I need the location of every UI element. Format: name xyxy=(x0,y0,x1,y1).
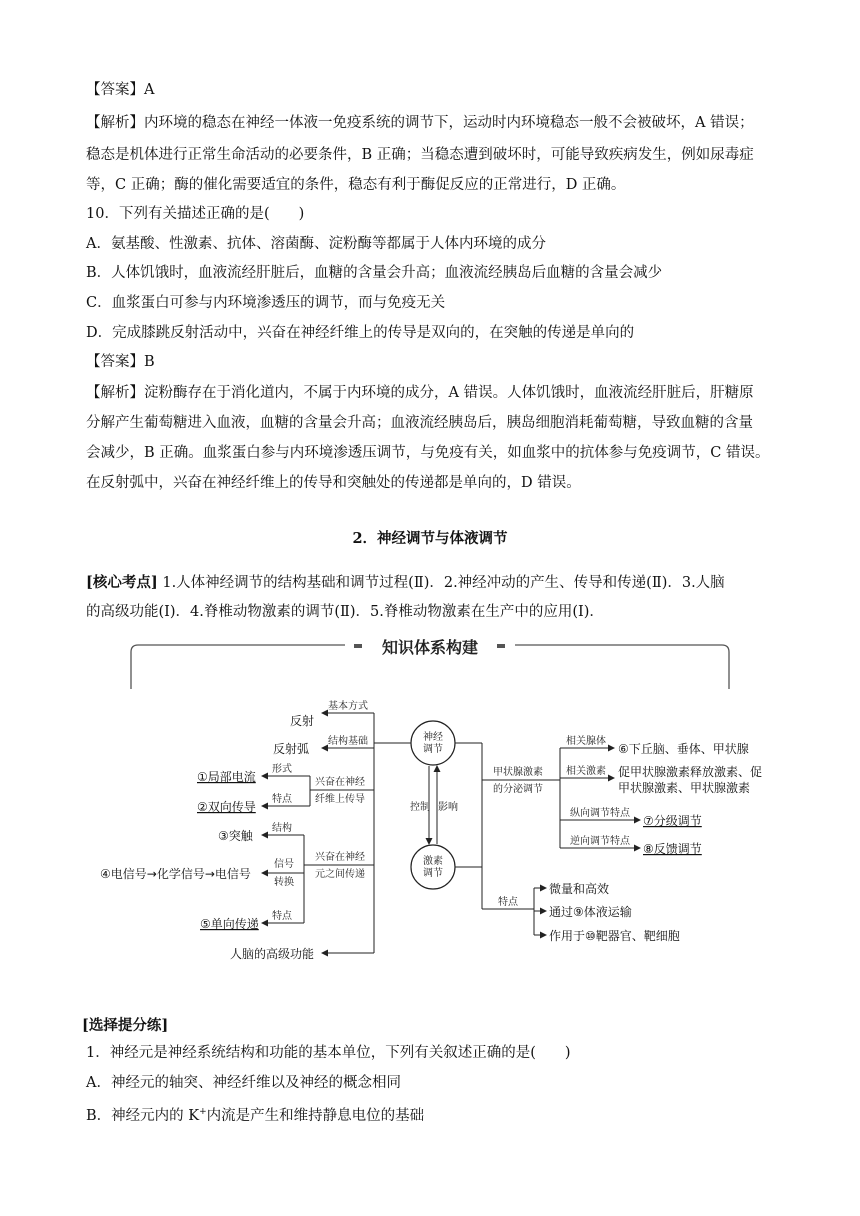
fiber-conduction-line1: 兴奋在神经 xyxy=(315,777,365,788)
core-points-line2: 的高级功能(Ⅰ)．4.脊椎动物激素的调节(Ⅱ)．5.脊椎动物激素在生产中的应用(Ⅰ)． xyxy=(86,604,604,620)
glands-value: ⑥下丘脑、垂体、甲状腺 xyxy=(618,742,749,756)
practice-question-1: 1．神经元是神经系统结构和功能的基本单位，下列有关叙述正确的是( ) xyxy=(86,1045,571,1061)
question-10: 10．下列有关描述正确的是( ) xyxy=(86,206,305,222)
nerve-node-line2: 调节 xyxy=(423,744,443,755)
practice-label: [选择提分练] xyxy=(82,1017,169,1034)
core-points xyxy=(86,573,725,593)
signal-conv-line2: 转换 xyxy=(274,877,294,888)
hormones-line2: 甲状腺激素、甲状腺激素 xyxy=(618,781,751,795)
one-way-label: ⑤单向传递 xyxy=(200,917,259,931)
control-text: 控制 xyxy=(410,802,430,813)
practice-option-a: A．神经元的轴突、神经纤维以及神经的概念相同 xyxy=(86,1075,401,1091)
structure-basis-label: 结构基础 xyxy=(328,736,368,747)
analysis-q9-line3: 等，C 正确；酶的催化需要适宜的条件，稳态有利于酶促反应的正常进行，D 正确。 xyxy=(86,177,626,193)
hormone-node-line2: 调节 xyxy=(423,868,443,879)
reverse-label: 逆向调节特点 xyxy=(570,836,630,847)
synapse-transfer-line1: 兴奋在神经 xyxy=(315,852,365,863)
synapse-label: ③突触 xyxy=(218,829,253,843)
synapse-transfer-line2: 元之间传递 xyxy=(315,869,365,880)
signals-label: ④电信号→化学信号→电信号 xyxy=(100,867,251,881)
bidirectional-label: ②双向传导 xyxy=(197,800,256,814)
section-title: 2．神经调节与体液调节 xyxy=(352,530,508,547)
practice-option-b xyxy=(86,1102,424,1126)
thyroid-line2: 的分泌调节 xyxy=(493,784,543,795)
hormone-node xyxy=(411,845,455,889)
feature-target: 作用于⑩靶器官、靶细胞 xyxy=(549,929,680,943)
thyroid-line1: 甲状腺激素 xyxy=(493,767,543,778)
signal-conv-line1: 信号 xyxy=(274,859,294,870)
analysis-q9-line2: 稳态是机体进行正常生命活动的必要条件，B 正确；当稳态遭到破坏时，可能导致疾病发生，例如尿毒症 xyxy=(86,147,754,163)
brain-function-label: 人脑的高级功能 xyxy=(230,947,315,961)
option-c: C．血浆蛋白可参与内环境渗透压的调节，而与免疫无关 xyxy=(86,295,446,311)
answer-q10: 【答案】B xyxy=(86,354,155,370)
option-d: D．完成膝跳反射活动中，兴奋在神经纤维上的传导是双向的，在突触的传递是单向的 xyxy=(86,325,635,341)
mindmap-banner: 知识体系构建 xyxy=(381,638,479,657)
nerve-node xyxy=(411,721,455,765)
option-a: A．氨基酸、性激素、抗体、溶菌酶、淀粉酶等都属于人体内环境的成分 xyxy=(86,236,546,252)
hormone-node-line1: 激素 xyxy=(423,856,443,867)
fiber-conduction-line2: 纤维上传导 xyxy=(315,794,365,805)
basic-way-label: 基本方式 xyxy=(328,701,368,712)
practice-option-b-post: 内流是产生和维持静息电位的基础 xyxy=(206,1107,425,1124)
analysis-q9-line1: 【解析】内环境的稳态在神经一体液一免疫系统的调节下，运动时内环境稳态一般不会被破坏，A 错误； xyxy=(86,115,754,131)
local-current-label: ①局部电流 xyxy=(197,770,256,784)
option-b: B．人体饥饿时，血液流经肝脏后，血糖的含量会升高；血液流经胰岛后血糖的含量会减少 xyxy=(86,265,663,281)
practice-option-b-pre: B．神经元内的 K xyxy=(86,1107,200,1124)
influence-label xyxy=(438,800,458,813)
glands-label: 相关腺体 xyxy=(566,736,606,747)
feature-transport: 通过⑨体液运输 xyxy=(549,905,632,919)
feature-trace: 微量和高效 xyxy=(549,882,610,896)
hormones-line1: 促甲状腺激素释放激素、促 xyxy=(618,765,763,779)
control-label xyxy=(410,800,430,813)
knowledge-mindmap xyxy=(0,630,860,970)
vertical-value: ⑦分级调节 xyxy=(643,814,702,828)
features-label: 特点 xyxy=(498,897,518,908)
analysis-q10-line1: 【解析】淀粉酶存在于消化道内，不属于内环境的成分，A 错误。人体饥饿时，血液流经肝脏后，肝糖原 xyxy=(86,385,754,401)
core-points-label: [核心考点] xyxy=(86,574,158,591)
core-points-text-1: 1.人体神经调节的结构基础和调节过程(Ⅱ)．2.神经冲动的产生、传导和传递(Ⅱ)．3.人脑 xyxy=(157,575,725,591)
structure-label: 结构 xyxy=(272,823,292,834)
reverse-value: ⑧反馈调节 xyxy=(643,842,702,856)
analysis-q10-line2: 分解产生葡萄糖进入血液，血糖的含量会升高；血液流经胰岛后，胰岛细胞消耗葡萄糖，导致血糖的含量 xyxy=(86,415,753,431)
hormones-label: 相关激素 xyxy=(566,766,606,777)
analysis-q10-line4: 在反射弧中，兴奋在神经纤维上的传导和突触处的传递都是单向的，D 错误。 xyxy=(86,475,581,491)
reflex-arc-label: 反射弧 xyxy=(273,742,310,756)
feature1-label: 特点 xyxy=(272,794,292,805)
vertical-label: 纵向调节特点 xyxy=(570,808,630,819)
influence-text: 影响 xyxy=(438,802,458,813)
form-label: 形式 xyxy=(272,764,292,775)
reflex-label: 反射 xyxy=(290,714,315,728)
answer-q9: 【答案】A xyxy=(86,82,155,98)
nerve-node-line1: 神经 xyxy=(423,732,443,743)
potassium-superscript: + xyxy=(199,1107,207,1117)
feature2-label: 特点 xyxy=(272,911,292,922)
analysis-q10-line3: 会减少，B 正确。血浆蛋白参与内环境渗透压调节，与免疫有关，如血浆中的抗体参与免疫调节，C 错误。 xyxy=(86,445,770,461)
